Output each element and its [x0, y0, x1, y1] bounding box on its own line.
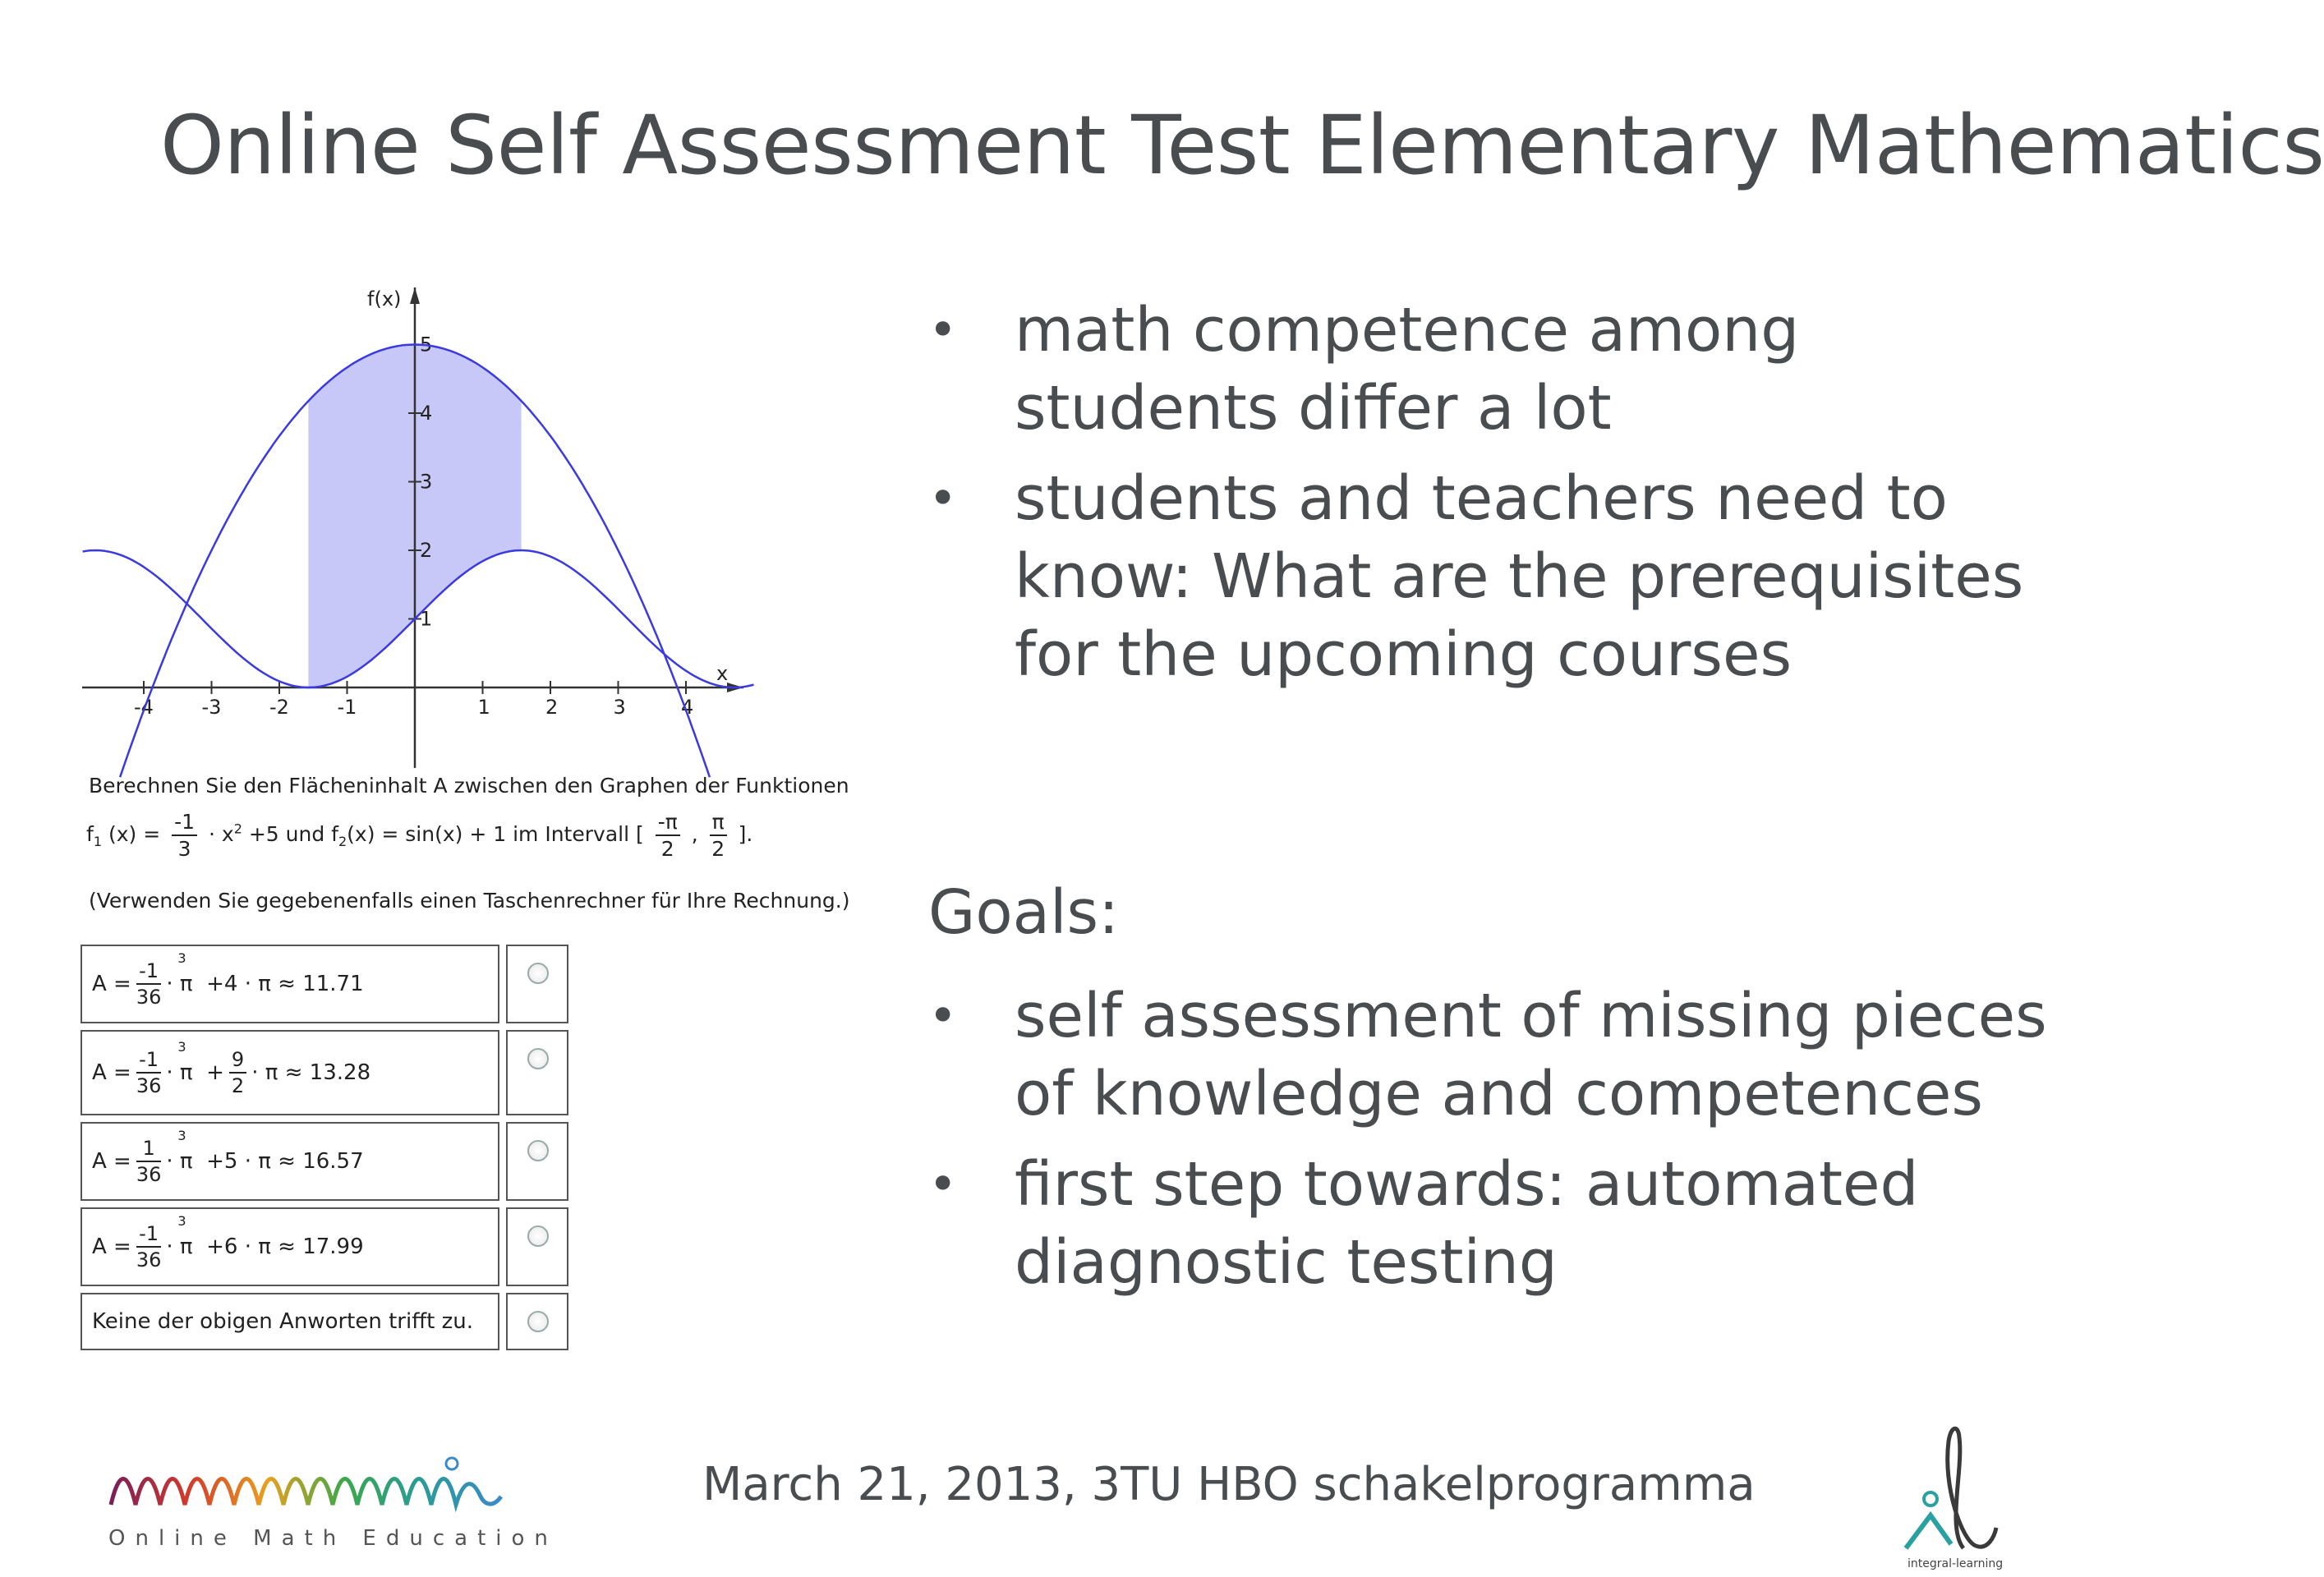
radio-button[interactable] [527, 963, 549, 984]
question-hint: (Verwenden Sie gegebenenfalls einen Taschenrechner für Ihre Rechnung.) [89, 889, 850, 913]
f2-term: (x) = sin(x) + 1 im Intervall [ [347, 822, 644, 846]
x-tick-label: -2 [269, 696, 289, 719]
bullet-dot: • [928, 301, 958, 359]
x-tick-label: -4 [134, 696, 154, 719]
footer-text: March 21, 2013, 3TU HBO schakelprogramma [702, 1458, 1756, 1511]
radio-button[interactable] [527, 1311, 549, 1332]
f1-label: f [86, 822, 94, 846]
answer-radio-cell [506, 1122, 568, 1201]
online-math-education-logo [99, 1454, 526, 1528]
x-tick-label: -3 [201, 696, 222, 719]
answer-radio-cell [506, 1030, 568, 1115]
question-formula [86, 811, 752, 869]
radio-button[interactable] [527, 1048, 549, 1069]
answer-option-label: Keine der obigen Anworten trifft zu. [81, 1293, 499, 1350]
y-axis-label: f(x) [367, 287, 402, 310]
goal-item [928, 1146, 2078, 1302]
radio-button[interactable] [527, 1225, 549, 1247]
f1-exponent: 2 [233, 821, 242, 837]
goals-heading: Goals: [928, 877, 1120, 948]
bullet-dot: • [928, 1156, 958, 1213]
x-axis-label: x [716, 662, 729, 685]
answer-option-label: A = $\frac{-1}{36}$ · π 3 +6 · π ≈ 17.99 [81, 1207, 499, 1286]
bullet-item [928, 460, 2078, 694]
logo-left-caption: Online Math Education [108, 1526, 558, 1551]
bullet-dot: • [928, 470, 958, 527]
interval-end: $\frac{\pi}{2}$ [710, 811, 727, 859]
x-tick-label: -1 [337, 696, 357, 719]
interval-start: $\frac{-\pi}{2}$ [656, 811, 680, 859]
bullet-text: math competence among students differ a lot [1015, 295, 1800, 444]
interval-close: ]. [738, 822, 753, 846]
f1-term: · x [209, 822, 234, 846]
radio-button[interactable] [527, 1140, 549, 1161]
goal-item [928, 977, 2078, 1133]
y-tick-label: 5 [420, 333, 433, 356]
x-tick-label: 2 [545, 696, 559, 719]
question-prompt: Berechnen Sie den Flächeninhalt A zwischen den Graphen der Funktionen [89, 774, 849, 798]
f1-subscript: 1 [93, 834, 102, 849]
interval-separator: , [691, 822, 698, 846]
answer-radio-cell [506, 1293, 568, 1350]
f2-subscript: 2 [338, 834, 347, 849]
x-tick-label: 3 [613, 696, 626, 719]
answer-option-label: A = $\frac{-1}{36}$ · π 3 +4 · π ≈ 11.71 [81, 945, 499, 1023]
x-tick-label: 1 [477, 696, 490, 719]
bullet-text: students and teachers need to know: What are the prerequisites for the upcoming courses [1015, 463, 2024, 690]
goal-text: first step towards: automated diagnostic testing [1015, 1149, 1919, 1298]
bullet-item [928, 292, 2078, 448]
f1-arg: (x) = [108, 822, 161, 846]
y-axis-arrow [410, 287, 420, 304]
answer-radio-cell [506, 1207, 568, 1286]
function-plot [74, 279, 764, 772]
y-tick-label: 2 [420, 539, 433, 562]
bullet-list [928, 292, 2078, 706]
goal-text: self assessment of missing pieces of knowledge and competences [1015, 981, 2047, 1129]
goals-list [928, 977, 2078, 1314]
integral-learning-logo [1898, 1421, 2013, 1561]
y-tick-label: 1 [420, 607, 433, 631]
answer-radio-cell [506, 945, 568, 1023]
answer-option-label: A = $\frac{-1}{36}$ · π 3 + $\frac{9}{2}$ · π ≈ 13.28 [81, 1030, 499, 1115]
bullet-dot: • [928, 987, 958, 1045]
answer-option-label: A = $\frac{1}{36}$ · π 3 +5 · π ≈ 16.57 [81, 1122, 499, 1201]
f1-tail: +5 und f [248, 822, 338, 846]
x-tick-label: 4 [681, 696, 694, 719]
slide-title: Online Self Assessment Test Elementary Mathematics [160, 99, 2324, 193]
y-tick-label: 3 [420, 470, 433, 494]
y-tick-label: 4 [420, 402, 433, 425]
f1-fraction: $\frac{-1}{3}$ [172, 811, 197, 859]
logo-right-caption: integral-learning [1908, 1557, 2004, 1570]
